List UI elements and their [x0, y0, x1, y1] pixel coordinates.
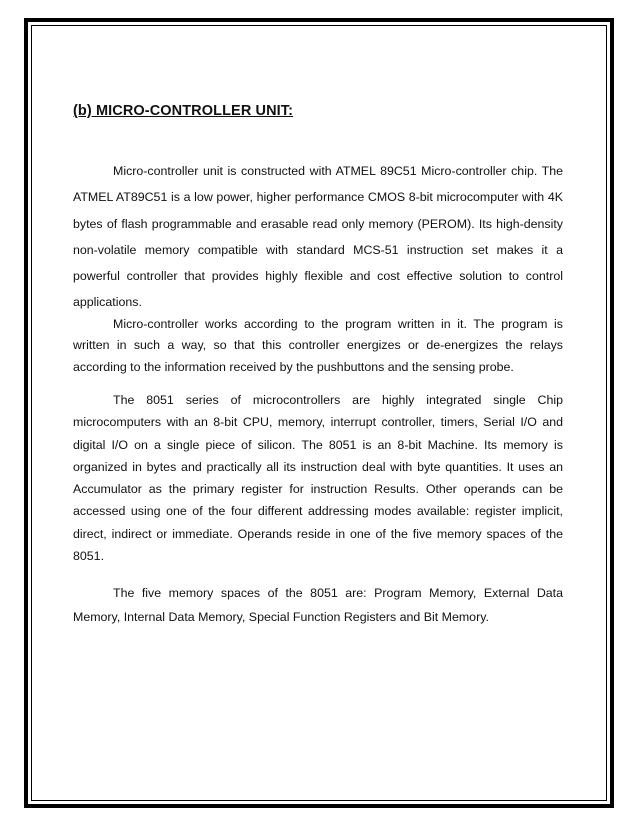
page-content: [73, 103, 563, 629]
paragraph-3: The 8051 series of microcontrollers are highly integrated single Chip microcomputers with an 8-bit CPU, memory, interrupt controller, timers, Serial I/O and digital I/O on a single piece of silicon. The 8051 is an 8-bit Machine. Its memory is organized in bytes and practically all its instruction deal with byte quantities. It uses an Accumulator as the primary register for instruction Results. Other operands can be accessed using one of the four different addressing modes available: register implicit, direct, indirect or immediate. Operands reside in one of the five memory spaces of the 8051.: [73, 393, 563, 563]
paragraph-1: Micro-controller unit is constructed with ATMEL 89C51 Micro-controller chip. The ATMEL AT89C51 is a low power, higher performance CMOS 8-bit microcomputer with 4K bytes of flash programmable and erasable read only memory (PEROM). Its high-density non-volatile memory compatible with standard MCS-51 instruction set makes it a powerful controller that provides highly flexible and cost effective solution to control applications.: [73, 164, 563, 310]
paragraph-4: The five memory spaces of the 8051 are: Program Memory, External Data Memory, Internal Data Memory, Special Function Registers and Bit Memory.: [73, 585, 563, 624]
section-heading: (b) MICRO-CONTROLLER UNIT:: [73, 103, 294, 119]
paragraph-2: Micro-controller works according to the program written in it. The program is written in such a way, so that this controller energizes or de-energizes the relays according to the information received by the pushbuttons and the sensing probe.: [73, 316, 563, 374]
